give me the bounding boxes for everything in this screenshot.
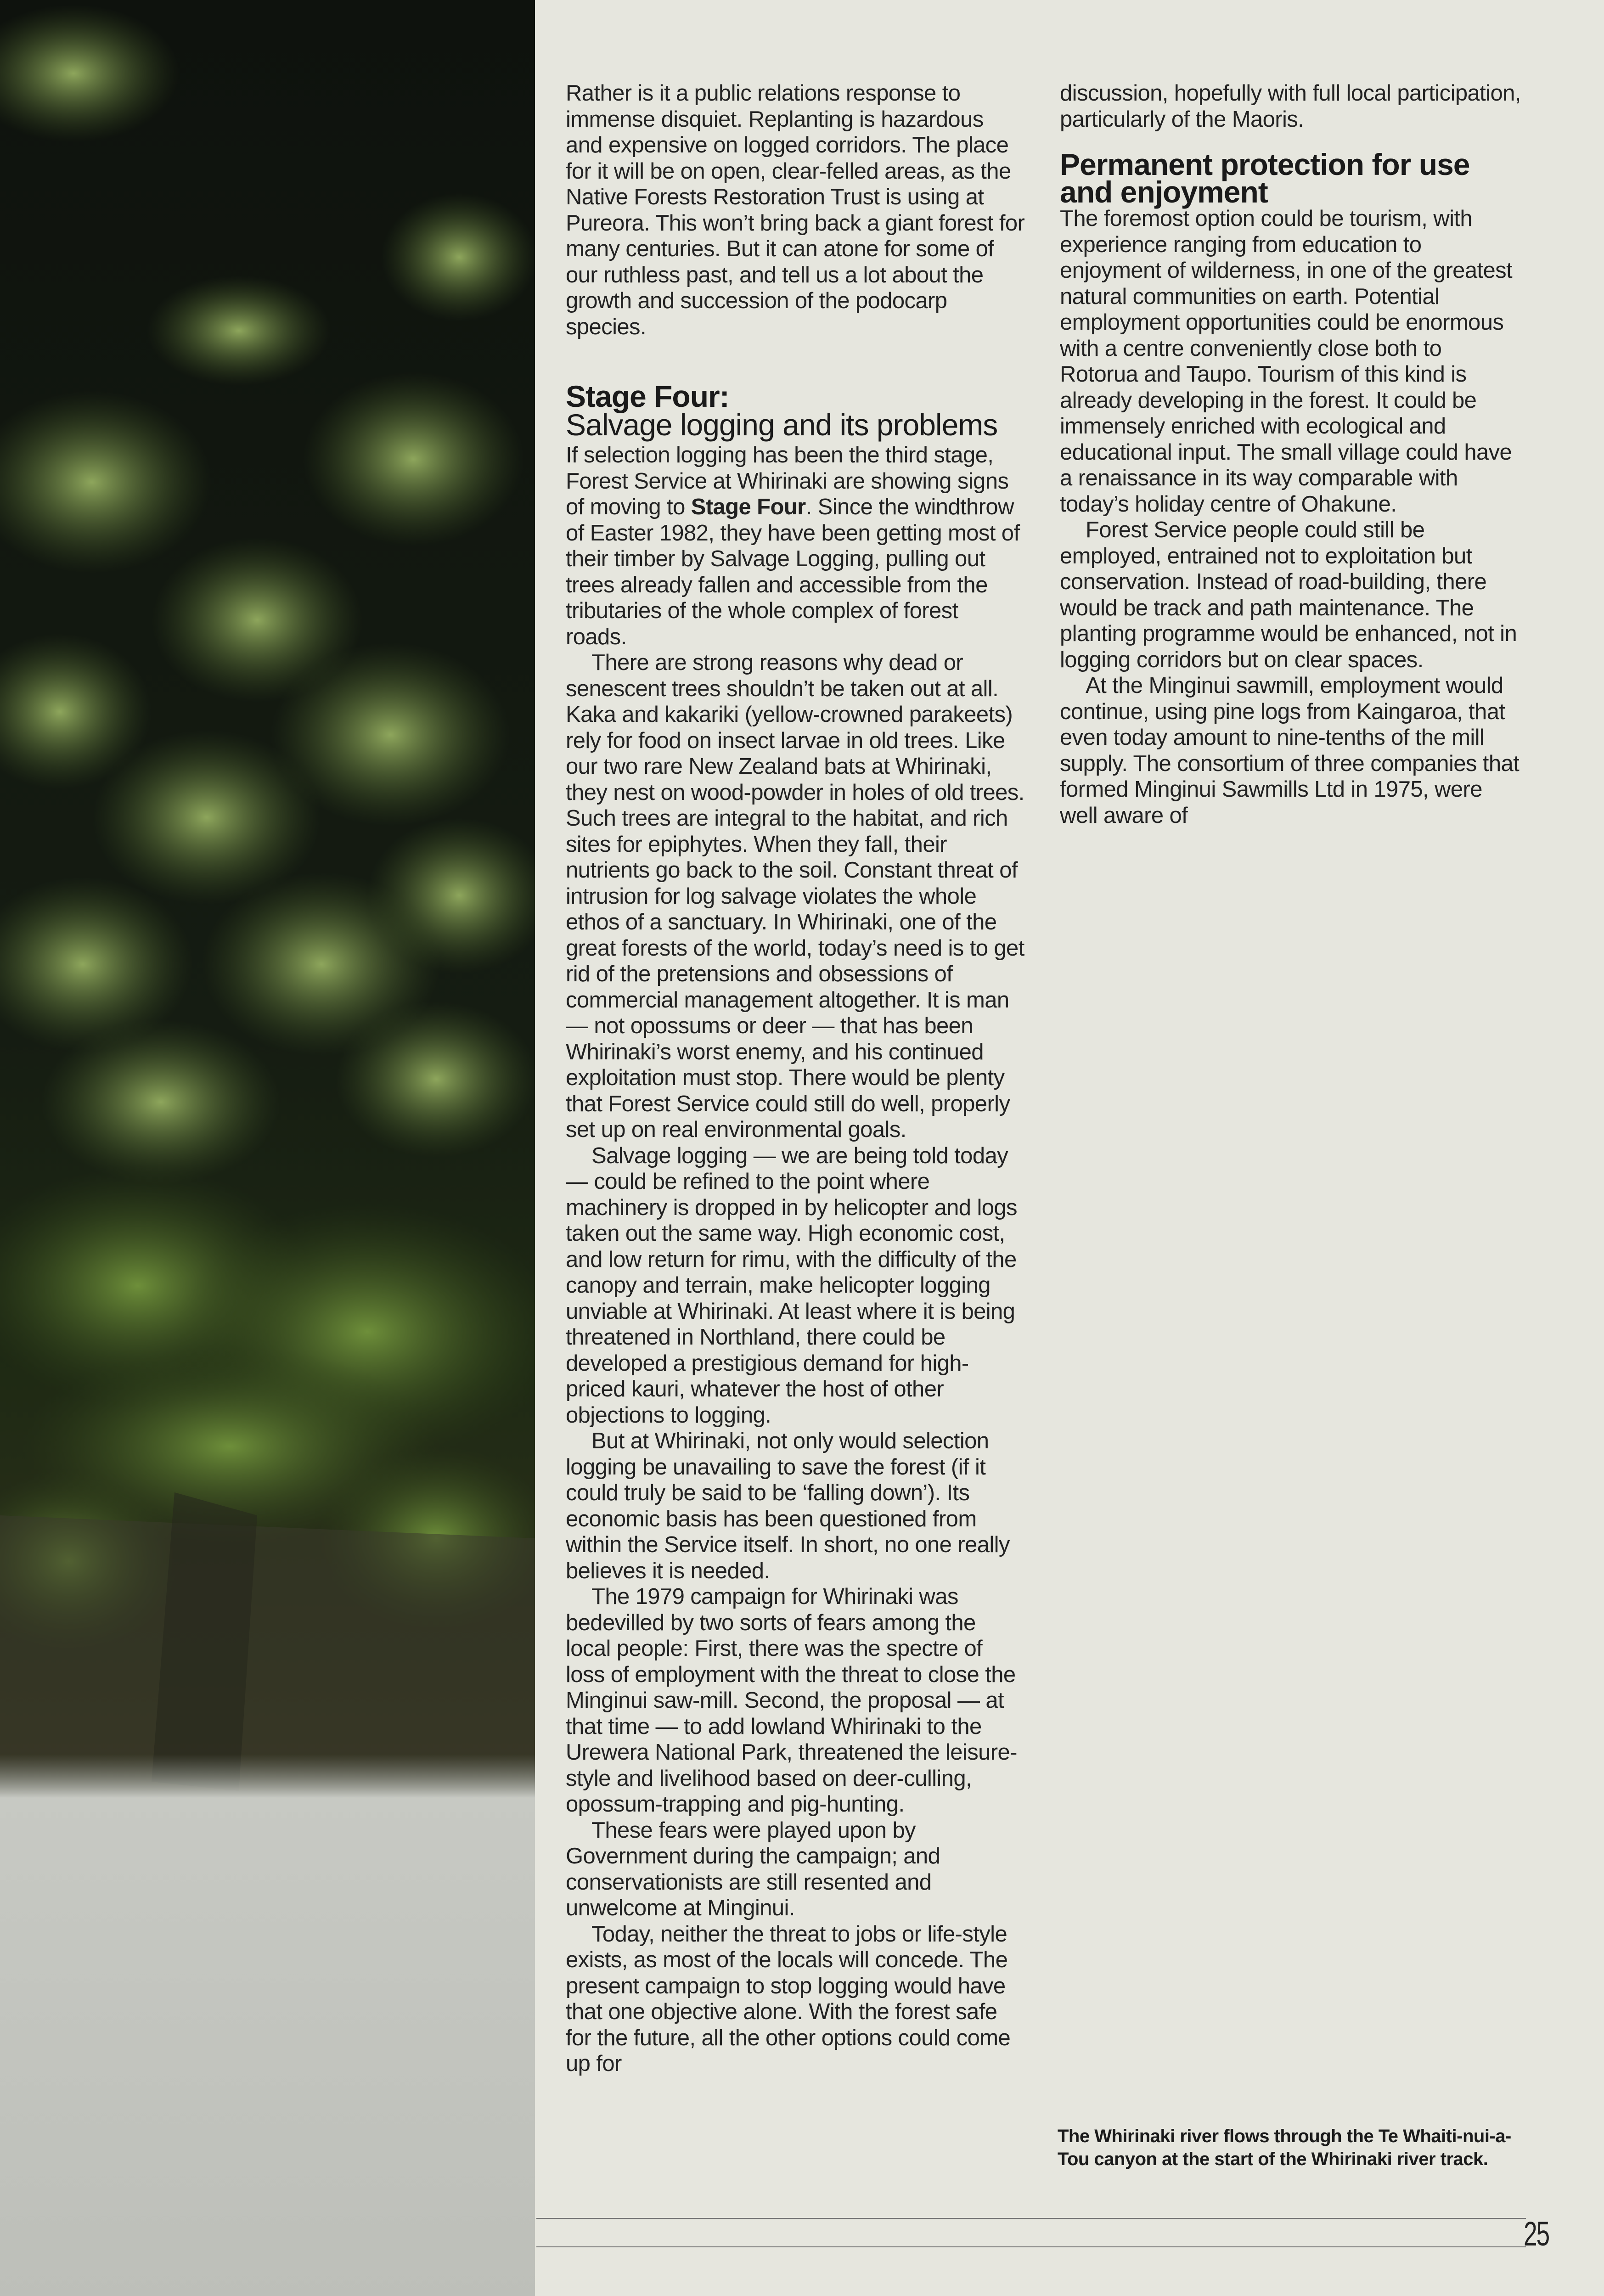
paragraph: These fears were played upon by Government during the campaign; and conservationists are still resented and unwelcome at Minginui. bbox=[566, 1818, 940, 1920]
paragraph: But at Whirinaki, not only would selection logging be unavailing to save the forest (if it could truly be said to be ‘falling down’). Its economic basis has been questioned from within the Service itself. In short, no one really believes it is needed. bbox=[566, 1429, 1010, 1583]
text-column-right bbox=[1060, 80, 1524, 828]
paragraph: discussion, hopefully with full local participation, particularly of the Maoris. bbox=[1060, 81, 1521, 132]
paragraph: The foremost option could be tourism, with experience ranging from education to enjoyment of wilderness, in one of the greatest natural communities on earth. Potential employment opportunities could be enormous with a centre conveniently close both to Rotorua and Taupo. Tourism of this kind is already developing in the forest. It could be immensely enriched with ecological and educational input. The small village could have a renaissance in its way comparable with today’s holiday centre of Ohakune. bbox=[1060, 206, 1513, 517]
paragraph-text: . Since the windthrow of Easter 1982, they have been getting most of their timber by Salvage Logging, pulling out trees already fallen and accessible from the tributaries of the whole complex of forest roads. bbox=[566, 495, 1020, 649]
paragraph bbox=[566, 442, 1025, 650]
section-heading: Stage Four: bbox=[566, 379, 729, 413]
footer-rule-top bbox=[536, 2218, 1526, 2219]
forest-photo bbox=[0, 0, 535, 2296]
paragraph: Today, neither the threat to jobs or life-style exists, as most of the locals will concede. The present campaign to stop logging would have that one objective alone. With the forest safe for the future, all the other options could come up for bbox=[566, 1921, 1011, 2076]
footer-rule-bottom bbox=[536, 2246, 1526, 2247]
paragraph: There are strong reasons why dead or senescent trees shouldn’t be taken out at all. Kaka and kakariki (yellow-crowned parakeets) rely for food on insect larvae in old trees. Like our two rare New Zealand bats at Whirinaki, they nest on wood-powder in holes of old trees. Such trees are integral to the habitat, and rich sites for epiphytes. When they fall, their nutrients go back to the soil. Constant threat of intrusion for log salvage violates the whole ethos of a sanctuary. In Whirinaki, one of the great forests of the world, today’s need is to get rid of the pretensions and obsessions of commercial management altogether. It is man — not opossums or deer — that has been Whirinaki’s worst enemy, and his continued exploitation must stop. There would be plenty that Forest Service could still do well, properly set up on real environmental goals. bbox=[566, 650, 1024, 1142]
paragraph-text: If selection logging has been the third stage, Forest Service at Whirinaki are showing signs of moving to bbox=[566, 443, 1009, 519]
paragraph: At the Minginui sawmill, employment would continue, using pine logs from Kaingaroa, that even today amount to nine-tenths of the mill supply. The consortium of three companies that formed Minginui Sawmills Ltd in 1975, were well aware of bbox=[1060, 673, 1520, 828]
forest-photo-image bbox=[0, 0, 535, 2296]
paragraph: The 1979 campaign for Whirinaki was bedevilled by two sorts of fears among the local people: First, there was the spectre of loss of employment with the threat to close the Minginui saw-mill. Second, the proposal — at that time — to add lowland Whirinaki to the Urewera National Park, threatened the leisure-style and livelihood based on deer-culling, opossum-trapping and pig-hunting. bbox=[566, 1584, 1017, 1817]
paragraph: Salvage logging — we are being told today — could be refined to the point where machinery is dropped in by helicopter and logs taken out the same way. High economic cost, and low return for rimu, with the difficulty of the canopy and terrain, make helicopter logging unviable at Whirinaki. At least where it is being threatened in Northland, there could be developed a prestigious demand for high-priced kauri, whatever the host of other objections to logging. bbox=[566, 1143, 1017, 1428]
section-heading: Permanent protection for use and enjoyment bbox=[1060, 147, 1470, 209]
emphasis: Stage Four bbox=[691, 495, 806, 519]
text-column-left bbox=[566, 80, 1025, 2077]
paragraph: Forest Service people could still be employed, entrained not to exploitation but conservation. Instead of road-building, there would be track and path maintenance. The planting programme would be enhanced, not in logging corridors but on clear spaces. bbox=[1060, 518, 1517, 672]
paragraph: Rather is it a public relations response to immense disquiet. Replanting is hazardous and expensive on logged corridors. The place for it will be on open, clear-felled areas, as the Native Forests Restoration Trust is using at Pureora. This won’t bring back a giant forest for many centuries. But it can atone for some of our ruthless past, and tell us a lot about the growth and succession of the podocarp species. bbox=[566, 81, 1025, 339]
section-subheading: Salvage logging and its problems bbox=[566, 408, 998, 442]
page-number: 25 bbox=[1524, 2215, 1549, 2253]
photo-caption: The Whirinaki river flows through the Te Whaiti-nui-a-Tou canyon at the start of the Whirinaki river track. bbox=[1058, 2126, 1511, 2169]
